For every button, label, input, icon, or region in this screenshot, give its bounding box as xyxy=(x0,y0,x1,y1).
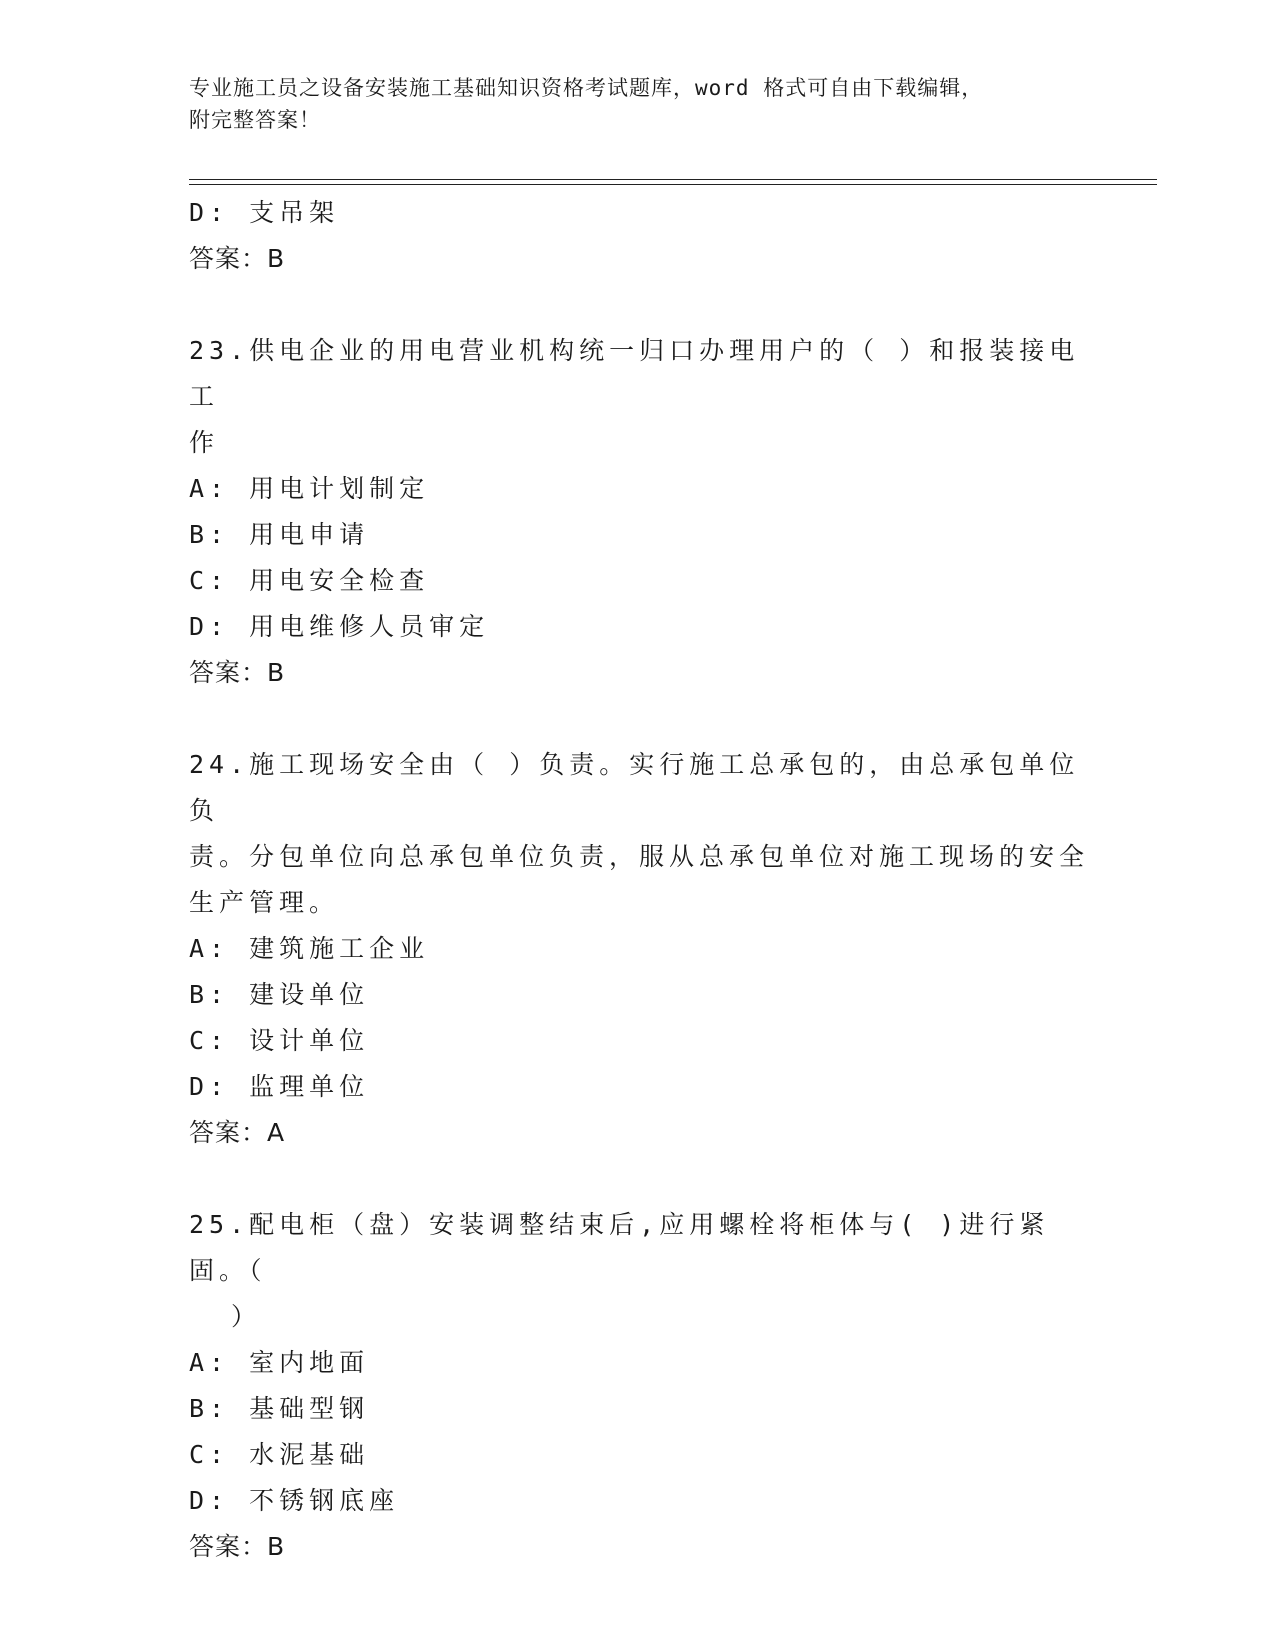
question-text-line: 责。分包单位向总承包单位负责，服从总承包单位对施工现场的安全 xyxy=(189,842,1090,871)
previous-question-tail xyxy=(189,190,1089,282)
question-text-line: 25.配电柜（盘）安装调整结束后,应用螺栓将柜体与( )进行紧固。（ xyxy=(189,1210,1050,1285)
question-text-line: 24.施工现场安全由（ ）负责。实行施工总承包的，由总承包单位负 xyxy=(189,750,1080,825)
option-d: D: 支吊架 xyxy=(189,198,340,227)
question-text xyxy=(189,742,1089,926)
question-text-line: 作 xyxy=(189,428,220,457)
option-d: D: 不锈钢底座 xyxy=(189,1486,400,1515)
answer-line: 答案：B xyxy=(189,244,286,273)
answer-line: 答案：B xyxy=(189,1532,286,1561)
option-a: A: 室内地面 xyxy=(189,1348,370,1377)
answer-line: 答案：B xyxy=(189,658,286,687)
option-c: C: 水泥基础 xyxy=(189,1440,370,1469)
option-c: C: 设计单位 xyxy=(189,1026,370,1055)
question-list xyxy=(189,190,1089,1570)
question-text-line: 23.供电企业的用电营业机构统一归口办理用户的（ ）和报装接电工 xyxy=(189,336,1080,411)
option-a: A: 用电计划制定 xyxy=(189,474,430,503)
option-b: B: 建设单位 xyxy=(189,980,370,1009)
question-text-line: ） xyxy=(231,1302,262,1331)
question-text xyxy=(189,328,1089,466)
answer-line: 答案：A xyxy=(189,1118,286,1147)
option-b: B: 基础型钢 xyxy=(189,1394,370,1423)
question-24 xyxy=(189,742,1089,1156)
header-divider-bottom xyxy=(189,184,1157,185)
header-divider-top xyxy=(189,179,1157,180)
option-a: A: 建筑施工企业 xyxy=(189,934,430,963)
option-d: D: 用电维修人员审定 xyxy=(189,612,490,641)
option-d: D: 监理单位 xyxy=(189,1072,370,1101)
question-text xyxy=(189,1202,1089,1340)
question-text-line: 生产管理。 xyxy=(189,888,340,917)
header-line-2: 附完整答案！ xyxy=(189,108,321,132)
document-header xyxy=(189,72,1089,136)
header-line-1: 专业施工员之设备安装施工基础知识资格考试题库，word 格式可自由下载编辑， xyxy=(189,76,984,100)
option-b: B: 用电申请 xyxy=(189,520,370,549)
question-25 xyxy=(189,1202,1089,1570)
question-23 xyxy=(189,328,1089,696)
option-c: C: 用电安全检查 xyxy=(189,566,430,595)
